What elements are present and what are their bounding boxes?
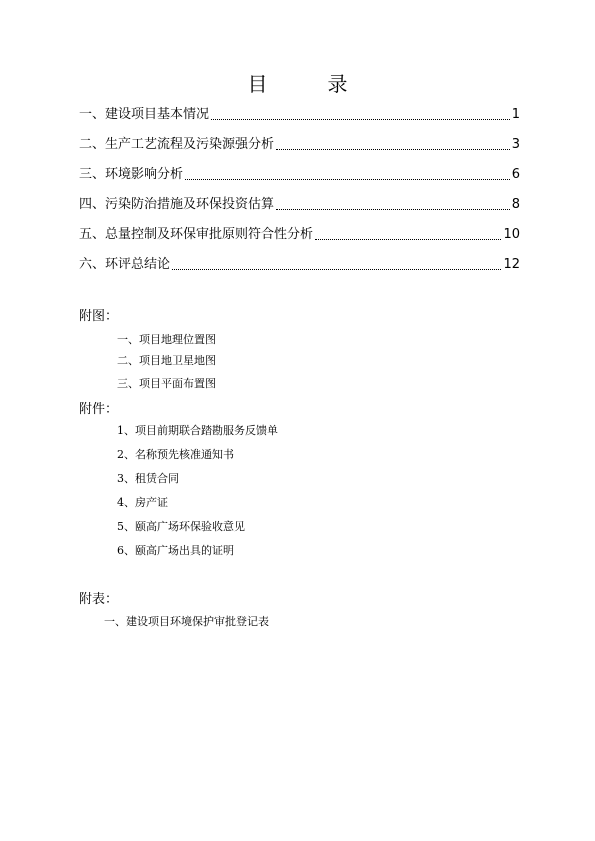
figure-item: 三、项目平面布置图: [117, 377, 216, 390]
table-item: 一、建设项目环境保护审批登记表: [104, 615, 269, 628]
toc-entry-page: 6: [511, 167, 520, 182]
attachment-item: 2、名称预先核准通知书: [117, 448, 234, 461]
attachments-heading: 附件：: [79, 402, 119, 417]
attachment-item: 5、颐高广场环保验收意见: [117, 520, 245, 533]
toc-entry-label: 六、环评总结论: [79, 257, 171, 272]
attachment-item: 6、颐高广场出具的证明: [117, 544, 234, 557]
toc-entry[interactable]: [79, 226, 520, 244]
toc-entry-page: 12: [503, 257, 520, 272]
toc-entry-page: 3: [511, 137, 520, 152]
attachment-item: 3、租赁合同: [117, 472, 179, 485]
toc-entry-label: 一、建设项目基本情况: [79, 107, 210, 122]
toc-leader-dots: [211, 119, 510, 120]
toc-entry-label: 三、环境影响分析: [79, 167, 184, 182]
toc-leader-dots: [315, 239, 501, 240]
toc-entry-page: 1: [511, 107, 520, 122]
figure-item: 一、项目地理位置图: [117, 333, 216, 346]
figure-item: 二、项目地卫星地图: [117, 354, 216, 367]
page-title: 目 录: [247, 72, 368, 96]
toc-entry[interactable]: [79, 166, 520, 184]
toc-entry[interactable]: [79, 136, 520, 154]
attachment-item: 1、项目前期联合踏勘服务反馈单: [117, 424, 278, 437]
toc-leader-dots: [276, 149, 510, 150]
toc-entry-label: 四、污染防治措施及环保投资估算: [79, 197, 275, 212]
toc-entry[interactable]: [79, 106, 520, 124]
toc-leader-dots: [185, 179, 510, 180]
toc-entry[interactable]: [79, 256, 520, 274]
figures-heading: 附图：: [79, 309, 119, 324]
toc-leader-dots: [172, 269, 501, 270]
toc-entry-label: 五、总量控制及环保审批原则符合性分析: [79, 227, 314, 242]
tables-heading: 附表：: [79, 592, 119, 607]
attachment-item: 4、房产证: [117, 496, 168, 509]
toc-entry[interactable]: [79, 196, 520, 214]
toc-entry-label: 二、生产工艺流程及污染源强分析: [79, 137, 275, 152]
toc-entry-page: 8: [511, 197, 520, 212]
toc-entry-page: 10: [503, 227, 520, 242]
toc-leader-dots: [276, 209, 510, 210]
